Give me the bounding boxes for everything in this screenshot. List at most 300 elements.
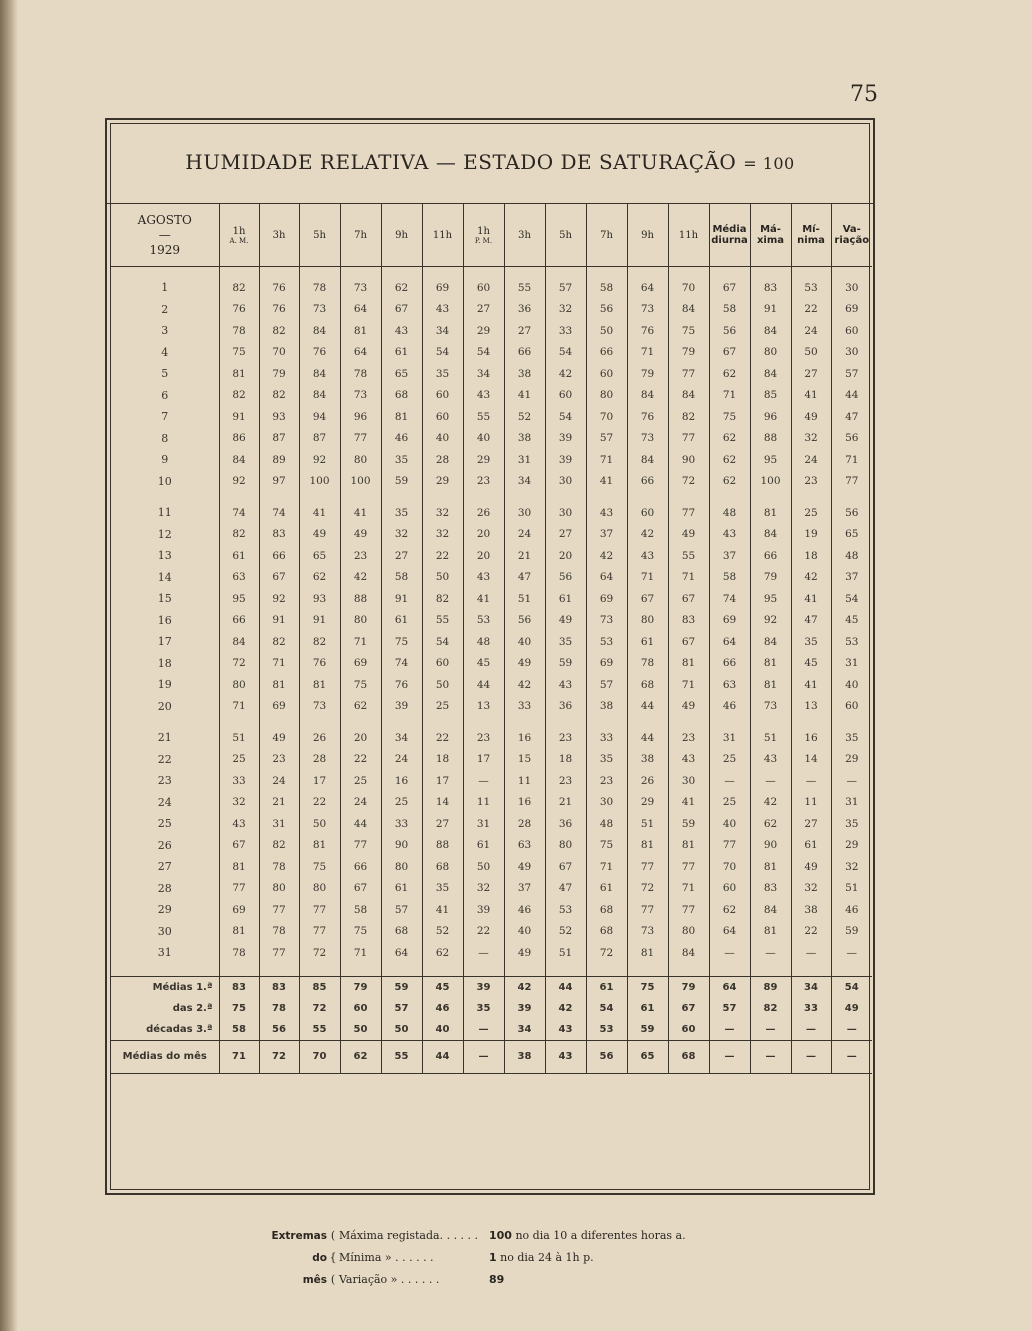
spacer-cell (219, 964, 259, 977)
humidity-value: 23 (259, 749, 299, 771)
day-row (111, 545, 872, 567)
day-number: 14 (157, 570, 172, 584)
spacer-cell (259, 964, 299, 977)
humidity-value: 33 (381, 813, 422, 835)
day-number: 9 (161, 453, 169, 467)
header-dash: — (158, 227, 171, 242)
humidity-value: 65 (381, 363, 422, 385)
humidity-value: 62 (422, 942, 463, 964)
humidity-value: 30 (586, 792, 627, 814)
humidity-value: 52 (504, 406, 545, 428)
humidity-value: 60 (627, 502, 668, 524)
humidity-value: 43 (422, 299, 463, 321)
humidity-value: 32 (422, 502, 463, 524)
humidity-value: 42 (504, 674, 545, 696)
humidity-value: 69 (831, 299, 872, 321)
humidity-value: 16 (504, 792, 545, 814)
day-row (111, 653, 872, 675)
spacer-cell (111, 267, 219, 278)
humidity-value: 71 (219, 696, 259, 718)
humidity-value: 19 (791, 524, 831, 546)
month-average-value: 70 (299, 1040, 340, 1073)
header-hour (259, 204, 299, 267)
humidity-value: 76 (299, 653, 340, 675)
decade-average-value: 60 (340, 998, 381, 1019)
humidity-value: 77 (299, 921, 340, 943)
humidity-value: 84 (750, 524, 791, 546)
humidity-value: 69 (422, 277, 463, 299)
humidity-value: 21 (545, 792, 586, 814)
title-text: HUMIDADE RELATIVA — ESTADO DE SATURAÇÃO (185, 150, 737, 174)
spacer-cell (586, 964, 627, 977)
humidity-value: 64 (586, 567, 627, 589)
humidity-value: 60 (831, 320, 872, 342)
decade-average-value: 83 (259, 976, 299, 998)
day-number: 24 (157, 795, 172, 809)
humidity-value: 24 (791, 449, 831, 471)
humidity-value: 76 (627, 320, 668, 342)
humidity-value: 25 (381, 792, 422, 814)
humidity-value: 64 (627, 277, 668, 299)
spacer-cell (791, 267, 831, 278)
header-hour-label: 7h (354, 229, 367, 241)
header-hour (463, 204, 504, 267)
humidity-value: 73 (299, 696, 340, 718)
humidity-value: 80 (381, 856, 422, 878)
humidity-value: 37 (504, 878, 545, 900)
spacer-cell (586, 267, 627, 278)
humidity-value: 78 (299, 277, 340, 299)
humidity-value: 45 (791, 653, 831, 675)
spacer-cell (709, 717, 750, 727)
spacer-cell (504, 492, 545, 502)
extreme-label: Extremas (271, 1230, 327, 1242)
header-hour-period: A. M. (229, 236, 249, 245)
day-row (111, 770, 872, 792)
humidity-value: 60 (709, 878, 750, 900)
spacer-cell (504, 964, 545, 977)
humidity-value: 75 (219, 342, 259, 364)
humidity-value: 92 (299, 449, 340, 471)
humidity-value: 41 (586, 471, 627, 493)
humidity-value: 42 (586, 545, 627, 567)
humidity-value: 20 (463, 524, 504, 546)
humidity-value: 45 (463, 653, 504, 675)
humidity-value: 22 (299, 792, 340, 814)
extreme-line (267, 1269, 686, 1291)
decade-average-value: 64 (709, 976, 750, 998)
humidity-value: 61 (627, 631, 668, 653)
humidity-value: 40 (422, 428, 463, 450)
spacer-cell (463, 964, 504, 977)
humidity-value: 73 (299, 299, 340, 321)
humidity-value: 67 (668, 631, 709, 653)
humidity-value: 27 (791, 363, 831, 385)
header-minima (791, 204, 831, 267)
humidity-value: 43 (709, 524, 750, 546)
humidity-value: 92 (219, 471, 259, 493)
humidity-value: 37 (831, 567, 872, 589)
humidity-value: 69 (340, 653, 381, 675)
humidity-value: 25 (219, 749, 259, 771)
humidity-value: 24 (791, 320, 831, 342)
humidity-value: 51 (219, 727, 259, 749)
humidity-value: 24 (340, 792, 381, 814)
humidity-value: 41 (791, 588, 831, 610)
extreme-note: no dia 24 à 1h p. (496, 1251, 594, 1264)
humidity-value: 82 (259, 631, 299, 653)
month-average-value: 68 (668, 1040, 709, 1073)
humidity-value: 24 (504, 524, 545, 546)
humidity-value: 35 (422, 363, 463, 385)
humidity-value: 60 (831, 696, 872, 718)
header-hour-label: 11h (432, 229, 453, 241)
day-row (111, 856, 872, 878)
humidity-value: 35 (791, 631, 831, 653)
spacer-cell (831, 492, 872, 502)
humidity-value: 64 (381, 942, 422, 964)
humidity-value: 86 (219, 428, 259, 450)
humidity-value: 54 (545, 406, 586, 428)
humidity-value: 35 (422, 878, 463, 900)
humidity-value: 68 (422, 856, 463, 878)
spacer-cell (111, 717, 219, 727)
day-number: 19 (157, 678, 172, 692)
header-hour-label: 7h (600, 229, 613, 241)
header-hour-label: 1h (232, 225, 246, 237)
humidity-value: 77 (259, 899, 299, 921)
humidity-value: 62 (709, 899, 750, 921)
humidity-value: 58 (381, 567, 422, 589)
humidity-value: 93 (299, 588, 340, 610)
humidity-value: 69 (709, 610, 750, 632)
humidity-value: 71 (668, 567, 709, 589)
day-row (111, 674, 872, 696)
humidity-value: 18 (545, 749, 586, 771)
header-hour (627, 204, 668, 267)
spacer-cell (831, 717, 872, 727)
humidity-value: 70 (668, 277, 709, 299)
humidity-value: 91 (259, 610, 299, 632)
day-number: 16 (157, 613, 172, 627)
humidity-value: 35 (545, 631, 586, 653)
decade-average-value: — (831, 1019, 872, 1041)
humidity-value: 65 (299, 545, 340, 567)
humidity-value: 21 (259, 792, 299, 814)
humidity-value: 23 (668, 727, 709, 749)
decade-average-value: 34 (504, 1019, 545, 1041)
month-average-value: 43 (545, 1040, 586, 1073)
humidity-value: 80 (750, 342, 791, 364)
humidity-value: 69 (219, 899, 259, 921)
humidity-value: 81 (219, 921, 259, 943)
extreme-name: Máxima registada. . . . . . (339, 1229, 479, 1242)
spacer-cell (504, 717, 545, 727)
day-row (111, 385, 872, 407)
humidity-value: 84 (750, 363, 791, 385)
humidity-value: 82 (259, 320, 299, 342)
decade-average-label: das 2.ª (172, 1002, 213, 1014)
spacer-cell (627, 964, 668, 977)
day-number: 20 (157, 699, 172, 713)
humidity-value: 67 (545, 856, 586, 878)
humidity-value: 71 (831, 449, 872, 471)
humidity-value: 77 (259, 942, 299, 964)
humidity-value: 76 (259, 277, 299, 299)
spacer-cell (259, 267, 299, 278)
humidity-value: 84 (627, 385, 668, 407)
header-row (111, 204, 872, 267)
humidity-value: 42 (545, 363, 586, 385)
humidity-value: 42 (627, 524, 668, 546)
humidity-value: 46 (831, 899, 872, 921)
humidity-value: 61 (586, 878, 627, 900)
decade-average-row (111, 1019, 872, 1041)
humidity-value: 34 (381, 727, 422, 749)
humidity-value: 82 (219, 277, 259, 299)
day-row (111, 471, 872, 493)
humidity-value: 67 (381, 299, 422, 321)
humidity-value: 72 (299, 942, 340, 964)
decade-average-value: 57 (709, 998, 750, 1019)
month-average-row (111, 1040, 872, 1073)
day-number: 15 (157, 592, 172, 606)
day-row (111, 899, 872, 921)
humidity-value: 41 (299, 502, 340, 524)
humidity-value: 62 (340, 696, 381, 718)
humidity-value: 23 (545, 770, 586, 792)
humidity-value: 84 (668, 299, 709, 321)
decade-average-value: 54 (831, 976, 872, 998)
humidity-value: 36 (545, 813, 586, 835)
day-row (111, 878, 872, 900)
humidity-value: 92 (750, 610, 791, 632)
extreme-name: Mínima » . . . . . . (339, 1251, 434, 1264)
spacer-cell (340, 492, 381, 502)
humidity-value: 17 (463, 749, 504, 771)
humidity-value: 57 (381, 899, 422, 921)
humidity-value: 75 (668, 320, 709, 342)
humidity-value: — (750, 770, 791, 792)
humidity-value: 61 (381, 878, 422, 900)
humidity-value: 82 (422, 588, 463, 610)
humidity-value: 88 (422, 835, 463, 857)
spacer-cell (259, 492, 299, 502)
humidity-value: 30 (545, 502, 586, 524)
humidity-value: 28 (299, 749, 340, 771)
humidity-value: 41 (340, 502, 381, 524)
humidity-value: 79 (750, 567, 791, 589)
humidity-value: 31 (709, 727, 750, 749)
humidity-value: 69 (586, 653, 627, 675)
humidity-value: 75 (709, 406, 750, 428)
month-average-value: 44 (422, 1040, 463, 1073)
month-average-value: — (831, 1040, 872, 1073)
humidity-value: 48 (463, 631, 504, 653)
humidity-value: 41 (504, 385, 545, 407)
header-hour-period: P. M. (474, 236, 493, 245)
humidity-value: 23 (586, 770, 627, 792)
humidity-value: 25 (709, 792, 750, 814)
humidity-value: 46 (709, 696, 750, 718)
humidity-value: 80 (299, 878, 340, 900)
humidity-value: 61 (381, 342, 422, 364)
decade-average-value: 53 (586, 1019, 627, 1041)
humidity-value: 73 (586, 610, 627, 632)
humidity-value: 50 (299, 813, 340, 835)
humidity-value: 51 (504, 588, 545, 610)
day-number: 11 (157, 506, 172, 520)
humidity-value: 49 (340, 524, 381, 546)
humidity-value: 38 (627, 749, 668, 771)
humidity-value: 67 (709, 277, 750, 299)
humidity-value: — (831, 770, 872, 792)
spacer-cell (422, 492, 463, 502)
decade-average-value: 49 (831, 998, 872, 1019)
header-maxima (750, 204, 791, 267)
decade-average-value: 82 (750, 998, 791, 1019)
humidity-value: 77 (668, 899, 709, 921)
decade-average-value: 35 (463, 998, 504, 1019)
humidity-value: 43 (750, 749, 791, 771)
humidity-value: 68 (381, 921, 422, 943)
humidity-value: 54 (422, 342, 463, 364)
humidity-value: 32 (463, 878, 504, 900)
decade-average-value: — (750, 1019, 791, 1041)
spacer-cell (668, 964, 709, 977)
humidity-value: 40 (504, 921, 545, 943)
humidity-value: 76 (259, 299, 299, 321)
day-row (111, 320, 872, 342)
humidity-value: 14 (422, 792, 463, 814)
header-media-diurna (709, 204, 750, 267)
humidity-value: 49 (504, 942, 545, 964)
humidity-value: 77 (668, 428, 709, 450)
humidity-value: 62 (709, 449, 750, 471)
humidity-value: 49 (791, 406, 831, 428)
humidity-value: 55 (504, 277, 545, 299)
humidity-value: 51 (831, 878, 872, 900)
decade-average-value: 60 (668, 1019, 709, 1041)
humidity-value: 13 (791, 696, 831, 718)
humidity-value: 42 (340, 567, 381, 589)
humidity-value: 51 (750, 727, 791, 749)
humidity-value: 55 (463, 406, 504, 428)
humidity-value: 22 (422, 545, 463, 567)
humidity-value: 29 (422, 471, 463, 493)
humidity-value: 97 (259, 471, 299, 493)
humidity-value: 51 (627, 813, 668, 835)
humidity-value: 49 (668, 696, 709, 718)
humidity-value: 16 (791, 727, 831, 749)
humidity-value: 29 (627, 792, 668, 814)
humidity-value: 50 (791, 342, 831, 364)
spacer-cell (504, 267, 545, 278)
humidity-value: — (709, 942, 750, 964)
book-spine-shadow (0, 0, 18, 1331)
humidity-value: — (791, 770, 831, 792)
humidity-value: 43 (463, 385, 504, 407)
decade-average-value: 50 (381, 1019, 422, 1041)
humidity-value: 60 (422, 653, 463, 675)
humidity-value: 33 (545, 320, 586, 342)
decade-average-value: 83 (219, 976, 259, 998)
humidity-value: 68 (627, 674, 668, 696)
humidity-value: 75 (340, 921, 381, 943)
humidity-value: 60 (586, 363, 627, 385)
spacer-cell (463, 492, 504, 502)
humidity-value: 75 (299, 856, 340, 878)
humidity-value: 31 (463, 813, 504, 835)
humidity-value: 83 (668, 610, 709, 632)
month-average-value: 55 (381, 1040, 422, 1073)
decade-average-value: 50 (340, 1019, 381, 1041)
humidity-value: 15 (504, 749, 545, 771)
humidity-value: — (463, 770, 504, 792)
extreme-note: no dia 10 a diferentes horas a. (511, 1229, 686, 1242)
day-row (111, 524, 872, 546)
humidity-value: 27 (504, 320, 545, 342)
spacer-cell (340, 964, 381, 977)
day-number: 22 (157, 752, 172, 766)
day-row (111, 792, 872, 814)
spacer-cell (219, 492, 259, 502)
day-number: 27 (157, 860, 172, 874)
humidity-value: 80 (259, 878, 299, 900)
humidity-value: 87 (299, 428, 340, 450)
header-hour (219, 204, 259, 267)
humidity-value: 82 (219, 524, 259, 546)
humidity-value: 83 (259, 524, 299, 546)
decade-average-value: 78 (259, 998, 299, 1019)
humidity-value: 83 (750, 878, 791, 900)
humidity-value: 25 (422, 696, 463, 718)
humidity-value: 73 (627, 428, 668, 450)
humidity-value: 67 (668, 588, 709, 610)
humidity-value: 81 (299, 674, 340, 696)
humidity-value: 31 (259, 813, 299, 835)
humidity-value: 64 (340, 342, 381, 364)
day-row (111, 277, 872, 299)
day-row (111, 942, 872, 964)
month-average-value: 71 (219, 1040, 259, 1073)
humidity-value: 38 (791, 899, 831, 921)
humidity-value: 41 (422, 899, 463, 921)
humidity-value: 72 (586, 942, 627, 964)
humidity-value: 71 (627, 567, 668, 589)
humidity-value: 76 (627, 406, 668, 428)
humidity-value: 38 (504, 428, 545, 450)
month-average-label: Médias do mês (111, 1040, 219, 1073)
humidity-value: 67 (259, 567, 299, 589)
month-average-value: — (709, 1040, 750, 1073)
humidity-value: 23 (463, 471, 504, 493)
humidity-value: 100 (340, 471, 381, 493)
humidity-value: 67 (627, 588, 668, 610)
humidity-value: 81 (627, 835, 668, 857)
humidity-value: 32 (381, 524, 422, 546)
humidity-value: 36 (504, 299, 545, 321)
humidity-value: 60 (422, 406, 463, 428)
humidity-value: 26 (299, 727, 340, 749)
humidity-value: 80 (586, 385, 627, 407)
humidity-value: 63 (504, 835, 545, 857)
humidity-value: 50 (463, 856, 504, 878)
header-month: AGOSTO (137, 212, 192, 227)
decade-average-value: 56 (259, 1019, 299, 1041)
spacer-cell (709, 267, 750, 278)
decade-average-value: 42 (545, 998, 586, 1019)
